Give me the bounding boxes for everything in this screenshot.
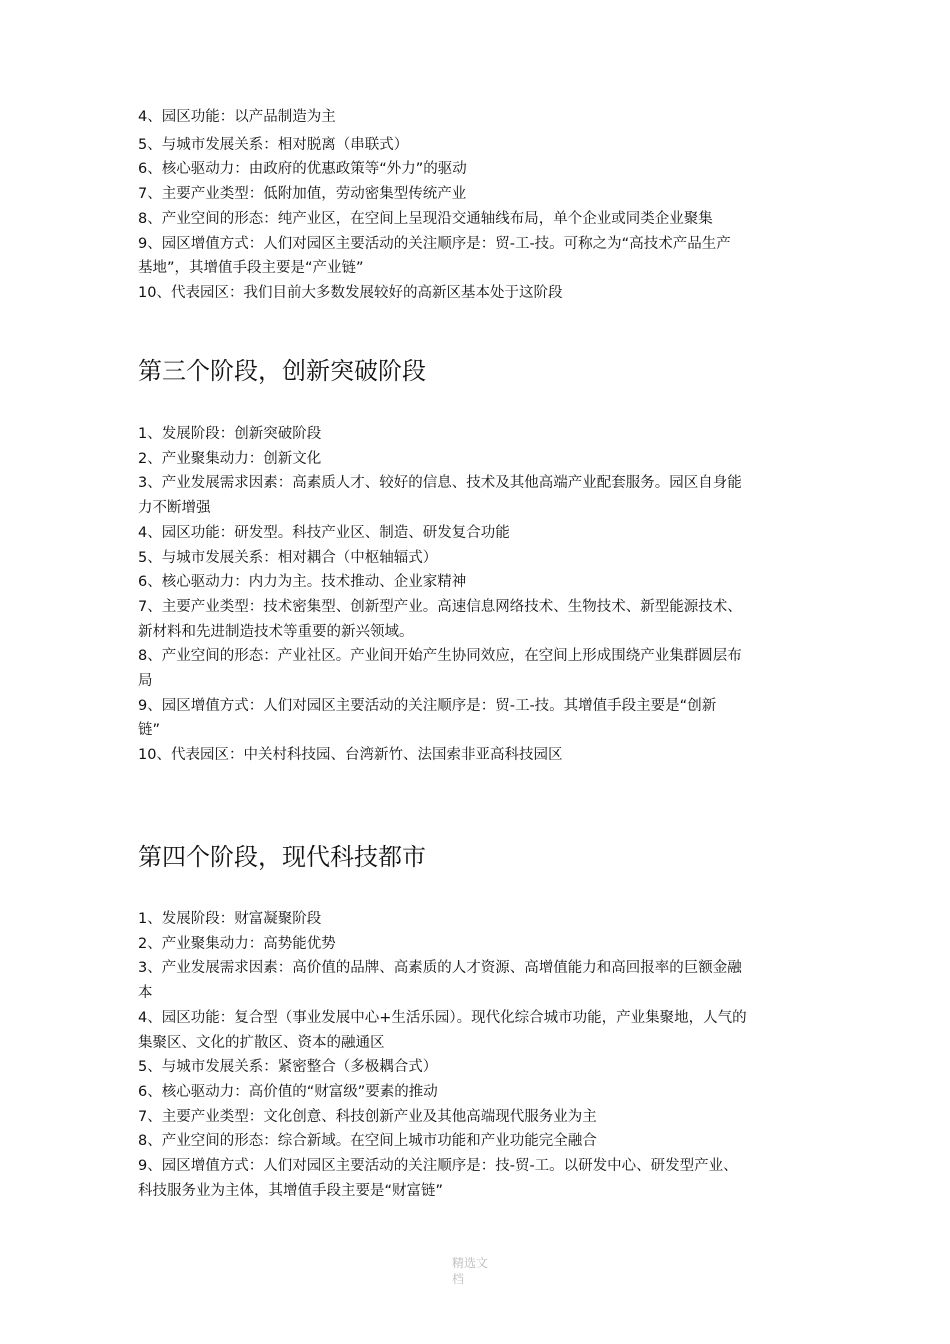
list-item-continuation: 力不断增强	[138, 500, 211, 517]
list-item: 6、核心驱动力：由政府的优惠政策等“外力”的驱动	[138, 161, 467, 178]
watermark-line: 档	[452, 1272, 465, 1286]
list-item: 5、与城市发展关系：紧密整合（多极耦合式）	[138, 1059, 438, 1076]
list-item: 5、与城市发展关系：相对脱离（串联式）	[138, 136, 409, 153]
footer-watermark	[452, 1255, 512, 1287]
stage-two-continued-list	[138, 105, 813, 306]
list-item: 4、园区功能：研发型。科技产业区、制造、研发复合功能	[138, 524, 510, 541]
list-item: 4、园区功能：复合型（事业发展中心+生活乐园）。现代化综合城市功能，产业集聚地，人气的	[138, 1009, 747, 1026]
list-item: 4、园区功能：以产品制造为主	[138, 109, 336, 125]
list-item: 7、主要产业类型：技术密集型、创新型产业。高速信息网络技术、生物技术、新型能源技术、	[138, 598, 742, 615]
list-item: 8、产业空间的形态：纯产业区，在空间上呈现沿交通轴线布局，单个企业或同类企业聚集	[138, 210, 713, 227]
list-item-continuation: 基地”，其增值手段主要是“产业链”	[138, 260, 364, 277]
watermark-line: 精选文	[452, 1256, 489, 1270]
list-item: 2、产业聚集动力：创新文化	[138, 450, 322, 467]
list-item: 7、主要产业类型：文化创意、科技创新产业及其他高端现代服务业为主	[138, 1108, 597, 1125]
stage-four-list	[138, 907, 813, 1203]
list-item: 1、发展阶段：财富凝聚阶段	[138, 911, 322, 927]
list-item: 9、园区增值方式：人们对园区主要活动的关注顺序是：贸-工-技。可称之为“高技术产品生产	[138, 235, 731, 252]
section-heading-stage-three: 第三个阶段，创新突破阶段	[138, 357, 426, 385]
list-item: 5、与城市发展关系：相对耦合（中枢轴辐式）	[138, 549, 438, 566]
list-item-continuation: 新材料和先进制造技术等重要的新兴领域。	[138, 623, 414, 640]
list-item: 7、主要产业类型：低附加值，劳动密集型传统产业	[138, 186, 467, 203]
list-item: 8、产业空间的形态：产业社区。产业间开始产生协同效应，在空间上形成围绕产业集群圆层布	[138, 648, 742, 665]
stage-three-list	[138, 422, 813, 768]
list-item: 8、产业空间的形态：综合新域。在空间上城市功能和产业功能完全融合	[138, 1133, 597, 1150]
list-item-continuation: 局	[138, 673, 153, 690]
list-item: 9、园区增值方式：人们对园区主要活动的关注顺序是：贸-工-技。其增值手段主要是“创新	[138, 697, 717, 714]
list-item: 6、核心驱动力：高价值的“财富级”要素的推动	[138, 1083, 438, 1100]
list-item: 9、园区增值方式：人们对园区主要活动的关注顺序是：技-贸-工。以研发中心、研发型产业、	[138, 1158, 738, 1175]
list-item-continuation: 本	[138, 985, 153, 1002]
list-item: 10、代表园区：我们目前大多数发展较好的高新区基本处于这阶段	[138, 284, 563, 301]
list-item: 3、产业发展需求因素：高价值的品牌、高素质的人才资源、高增值能力和高回报率的巨额金融	[138, 960, 742, 977]
list-item-continuation: 集聚区、文化的扩散区、资本的融通区	[138, 1034, 385, 1051]
list-item-continuation: 科技服务业为主体，其增值手段主要是“财富链”	[138, 1182, 444, 1199]
list-item: 10、代表园区：中关村科技园、台湾新竹、法国索非亚高科技园区	[138, 747, 563, 764]
list-item: 3、产业发展需求因素：高素质人才、较好的信息、技术及其他高端产业配套服务。园区自身能	[138, 475, 742, 492]
list-item: 2、产业聚集动力：高势能优势	[138, 935, 336, 952]
list-item-continuation: 链”	[138, 722, 161, 739]
section-heading-stage-four: 第四个阶段，现代科技都市	[138, 843, 426, 871]
list-item: 6、核心驱动力：内力为主。技术推动、企业家精神	[138, 574, 467, 591]
list-item: 1、发展阶段：创新突破阶段	[138, 426, 322, 442]
